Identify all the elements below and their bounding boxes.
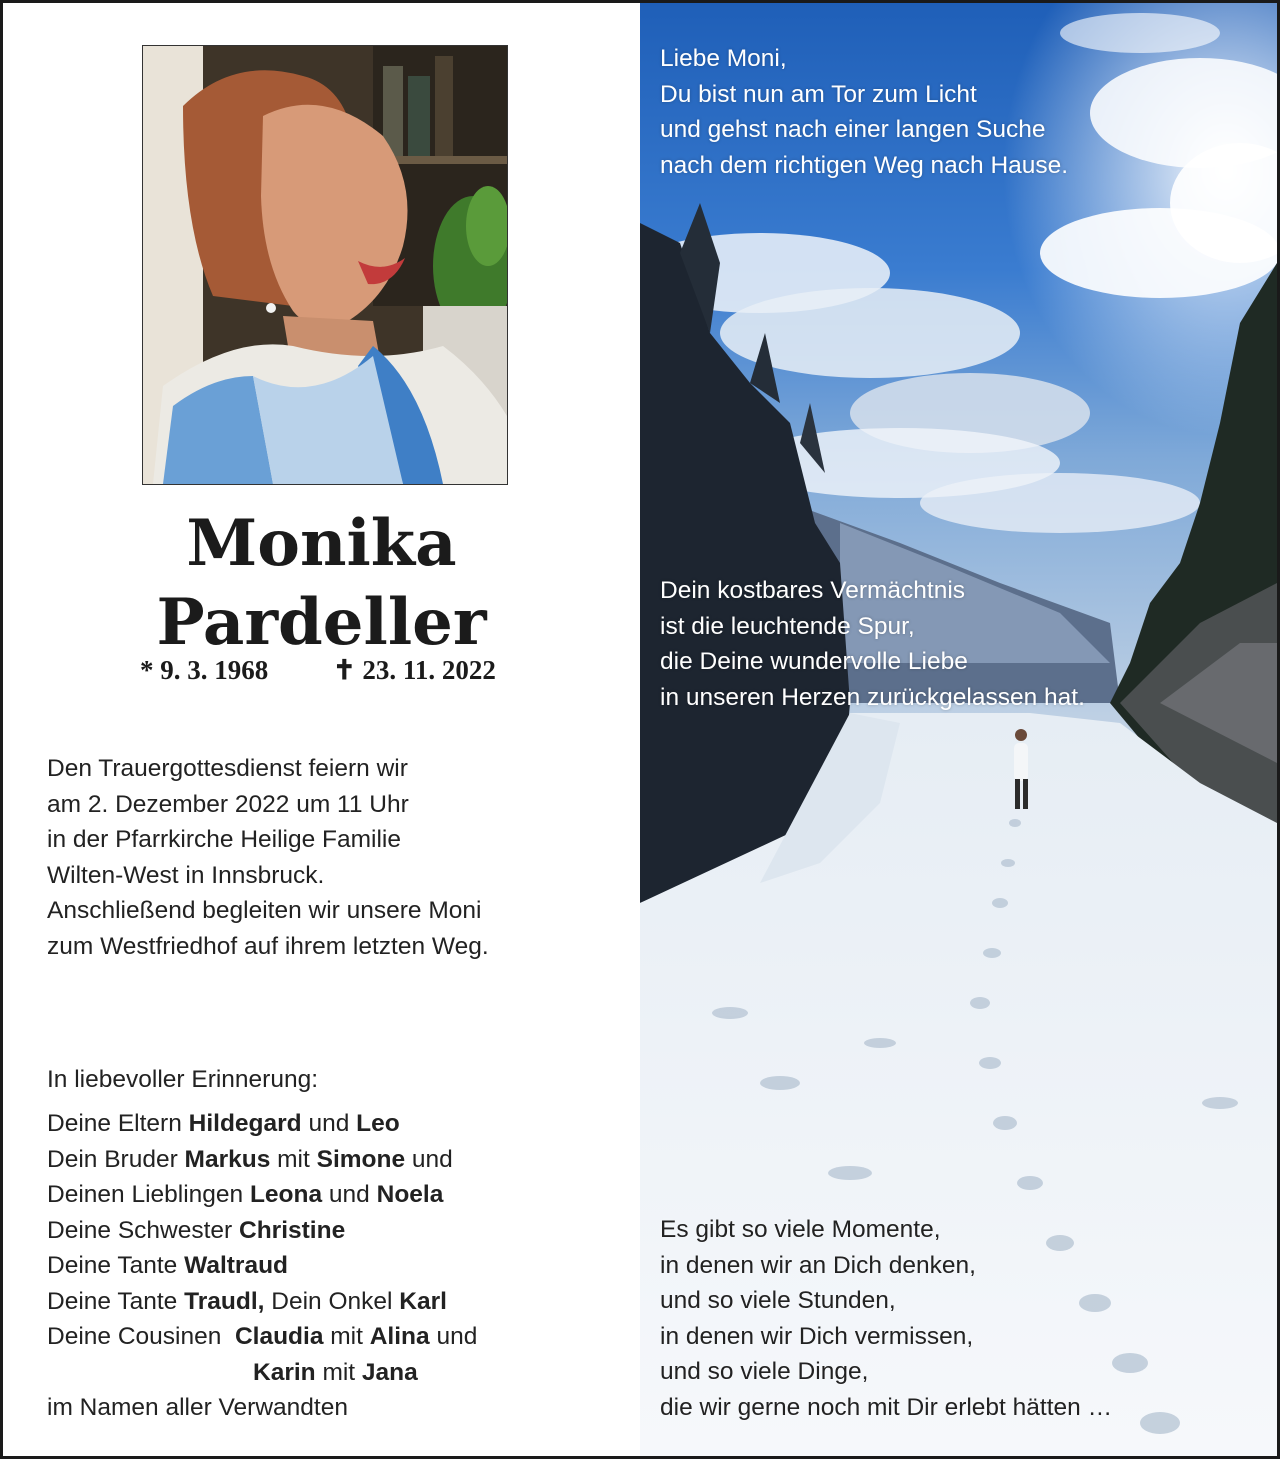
mourners-footer: im Namen aller Verwandten	[47, 1394, 348, 1421]
poem-line: und so viele Stunden,	[660, 1287, 896, 1314]
poem-line: ist die leuchtende Spur,	[660, 612, 915, 640]
poem-line: in unseren Herzen zurückgelassen hat.	[660, 683, 1085, 711]
mourner-name: Hildegard	[188, 1110, 302, 1137]
mourner-name: Karin	[253, 1358, 316, 1386]
poem-stanza-2	[660, 573, 1085, 715]
mourner-name: Waltraud	[184, 1252, 289, 1279]
mourners-heading: In liebevoller Erinnerung:	[47, 1066, 319, 1093]
poem-line: und gehst nach einer langen Suche	[660, 116, 1046, 143]
mourner-text: mit	[270, 1145, 317, 1173]
service-line: am 2. Dezember 2022 um 11 Uhr	[47, 790, 409, 818]
last-name: Pardeller	[156, 585, 487, 660]
mourner-line-favorites	[47, 1177, 477, 1213]
poem-stanza-1	[660, 41, 1068, 183]
mourner-name: Karl	[399, 1287, 447, 1315]
mourner-line-brother	[47, 1142, 477, 1178]
poem-line: nach dem richtigen Weg nach Hause.	[660, 151, 1069, 179]
mourner-text: Deine Cousinen	[47, 1323, 235, 1350]
mourner-text: und	[301, 1110, 357, 1137]
service-line: zum Westfriedhof auf ihrem letzten Weg.	[47, 932, 489, 960]
poem-line: Dein kostbares Vermächtnis	[660, 577, 966, 604]
mourner-text: Deine Schwester	[47, 1216, 240, 1244]
service-info	[47, 751, 489, 964]
mourner-name: Noela	[376, 1181, 444, 1208]
mourner-line-aunt-uncle	[47, 1284, 477, 1320]
mourner-text: Deine Tante	[47, 1252, 185, 1279]
birth-date: * 9. 3. 1968	[140, 655, 269, 685]
poem-stanza-3	[660, 1212, 1112, 1425]
mourner-name: Christine	[239, 1216, 346, 1244]
poem-line: Es gibt so viele Momente,	[660, 1216, 941, 1243]
mourner-text: Deinen Lieblingen	[47, 1181, 250, 1208]
first-name: Monika	[186, 506, 457, 581]
mourner-name: Alina	[369, 1323, 430, 1350]
portrait-photo	[142, 45, 508, 485]
mourner-name: Jana	[361, 1358, 418, 1386]
mourner-name: Claudia	[234, 1323, 324, 1350]
poem-line: Du bist nun am Tor zum Licht	[660, 80, 977, 108]
mourner-line-parents	[47, 1106, 477, 1142]
mourner-line-cousin-karin	[47, 1355, 477, 1391]
poem-line: und so viele Dinge,	[660, 1358, 869, 1385]
service-line: Anschließend begleiten wir unsere Moni	[47, 897, 482, 924]
service-line: in der Pfarrkirche Heilige Familie	[47, 826, 402, 853]
service-line: Den Trauergottesdienst feiern wir	[47, 755, 408, 782]
right-panel	[640, 3, 1277, 1456]
left-panel	[3, 3, 640, 1456]
mourner-name: Markus	[184, 1145, 271, 1173]
poem-line: die wir gerne noch mit Dir erlebt hätten …	[660, 1393, 1113, 1421]
mourners-list	[47, 1106, 477, 1426]
mourner-name: Leo	[356, 1110, 400, 1137]
mourner-text: mit	[323, 1323, 370, 1350]
mourner-name: Traudl,	[184, 1287, 265, 1315]
mourner-line-cousins	[47, 1319, 477, 1355]
poem-line: Liebe Moni,	[660, 45, 787, 72]
mourner-name: Simone	[316, 1145, 406, 1173]
mourner-line-sister	[47, 1213, 477, 1249]
service-line: Wilten-West in Innsbruck.	[47, 861, 325, 889]
portrait-illustration	[143, 46, 507, 484]
mourner-text: mit	[315, 1358, 362, 1386]
mourner-text: und	[429, 1323, 478, 1350]
poem-line: in denen wir Dich vermissen,	[660, 1322, 974, 1350]
mourner-text: und	[405, 1145, 453, 1173]
poem-line: in denen wir an Dich denken,	[660, 1251, 976, 1279]
mourner-text: Dein Onkel	[264, 1287, 400, 1315]
mourner-text: Deine Tante	[47, 1287, 185, 1315]
mourner-text: Deine Eltern	[47, 1110, 189, 1137]
mourner-line-aunt	[47, 1248, 477, 1284]
mourner-name: Leona	[249, 1181, 323, 1208]
poem-line: die Deine wundervolle Liebe	[660, 648, 968, 675]
mourner-text: Dein Bruder	[47, 1145, 185, 1173]
mourner-text: und	[322, 1181, 377, 1208]
death-date: ✝ 23. 11. 2022	[333, 655, 496, 685]
